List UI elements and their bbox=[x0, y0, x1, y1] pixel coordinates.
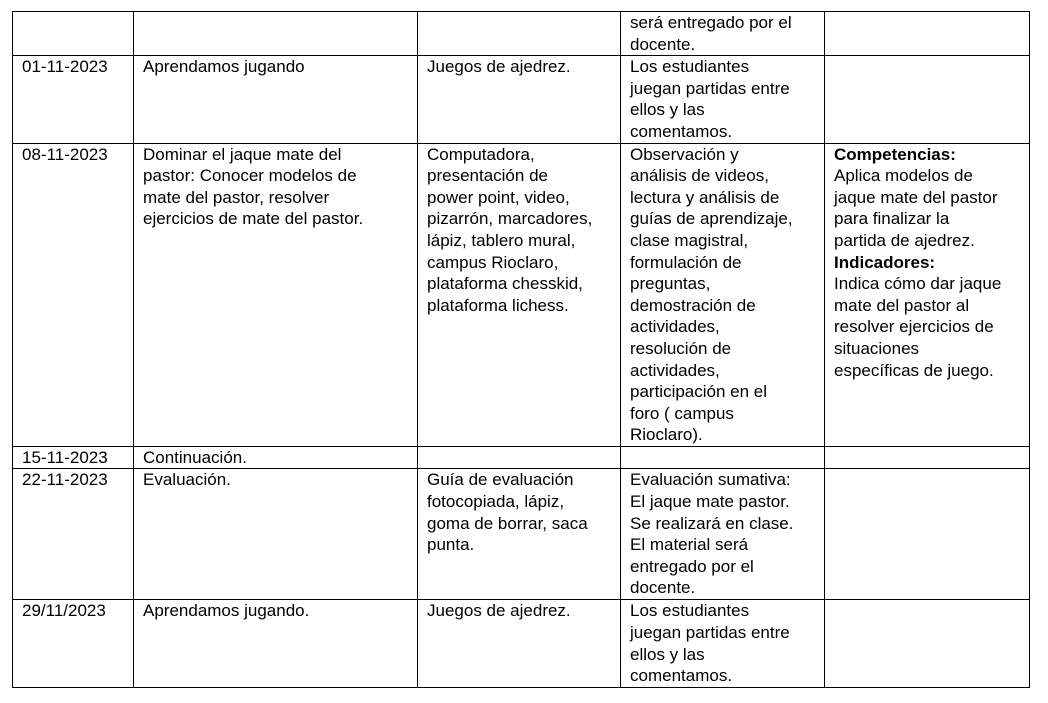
activities-line: guías de aprendizaje, bbox=[630, 209, 793, 229]
resources-cell: Juegos de ajedrez. bbox=[418, 56, 621, 143]
topic-cell: Evaluación. bbox=[134, 469, 418, 600]
activities-line: clase magistral, bbox=[630, 230, 749, 250]
topic-cell: Aprendamos jugando bbox=[134, 56, 418, 143]
activities-cell bbox=[621, 56, 825, 143]
indicadores-line: Indica cómo dar jaque bbox=[834, 274, 1002, 294]
resources-line: pizarrón, marcadores, bbox=[427, 209, 593, 229]
table-row bbox=[13, 143, 1030, 446]
indicadores-line: mate del pastor al bbox=[834, 295, 970, 315]
table-row bbox=[13, 56, 1030, 143]
table-row bbox=[13, 469, 1030, 600]
indicadores-heading: Indicadores: bbox=[834, 252, 936, 272]
topic-line: ejercicios de mate del pastor. bbox=[143, 209, 364, 229]
activities-line: entregado por el bbox=[630, 556, 754, 576]
activities-line: demostración de bbox=[630, 295, 756, 315]
date-cell: 29/11/2023 bbox=[13, 600, 134, 688]
resources-cell: Juegos de ajedrez. bbox=[418, 600, 621, 688]
resources-line: goma de borrar, saca bbox=[427, 513, 588, 533]
activities-line: comentamos. bbox=[630, 121, 733, 141]
resources-line: Computadora, bbox=[427, 144, 535, 164]
lesson-plan-table bbox=[12, 11, 1030, 688]
indicadores-line: situaciones bbox=[834, 338, 920, 358]
activities-line: preguntas, bbox=[630, 274, 711, 294]
activities-line: Rioclaro). bbox=[630, 425, 703, 445]
evaluation-cell bbox=[825, 469, 1030, 600]
activities-line: El material será bbox=[630, 535, 749, 555]
resources-cell bbox=[418, 143, 621, 446]
topic-line: mate del pastor, resolver bbox=[143, 187, 330, 207]
activities-line: análisis de videos, bbox=[630, 166, 769, 186]
date-cell: 08-11-2023 bbox=[13, 143, 134, 446]
activities-line: resolución de bbox=[630, 338, 732, 358]
activities-line: participación en el bbox=[630, 382, 768, 402]
indicadores-line: específicas de juego. bbox=[834, 360, 994, 380]
date-cell: 22-11-2023 bbox=[13, 469, 134, 600]
resources-line: power point, video, bbox=[427, 187, 570, 207]
table-row bbox=[13, 600, 1030, 688]
topic-cell bbox=[134, 143, 418, 446]
topic-cell: Aprendamos jugando. bbox=[134, 600, 418, 688]
activities-line: juegan partidas entre bbox=[630, 78, 790, 98]
activities-line: actividades, bbox=[630, 317, 720, 337]
resources-cell bbox=[418, 446, 621, 469]
resources-line: presentación de bbox=[427, 166, 548, 186]
activities-line: lectura y análisis de bbox=[630, 187, 780, 207]
table-row bbox=[13, 446, 1030, 469]
topic-cell bbox=[134, 12, 418, 56]
indicadores-line: resolver ejercicios de bbox=[834, 317, 994, 337]
competencias-line: para finalizar la bbox=[834, 209, 950, 229]
topic-line: Dominar el jaque mate del bbox=[143, 144, 342, 164]
activities-line: Se realizará en clase. bbox=[630, 513, 794, 533]
resources-cell bbox=[418, 469, 621, 600]
date-cell: 15-11-2023 bbox=[13, 446, 134, 469]
activities-cell bbox=[621, 469, 825, 600]
activities-line: Los estudiantes bbox=[630, 57, 750, 77]
activities-cell bbox=[621, 600, 825, 688]
table-row bbox=[13, 12, 1030, 56]
resources-line: Guía de evaluación bbox=[427, 470, 574, 490]
evaluation-cell bbox=[825, 56, 1030, 143]
resources-line: lápiz, tablero mural, bbox=[427, 230, 576, 250]
resources-line: plataforma lichess. bbox=[427, 295, 569, 315]
activities-line: formulación de bbox=[630, 252, 742, 272]
evaluation-cell bbox=[825, 143, 1030, 446]
activities-line: Evaluación sumativa: bbox=[630, 470, 791, 490]
competencias-line: jaque mate del pastor bbox=[834, 187, 998, 207]
topic-cell: Continuación. bbox=[134, 446, 418, 469]
resources-cell bbox=[418, 12, 621, 56]
activities-line: juegan partidas entre bbox=[630, 623, 790, 643]
evaluation-cell bbox=[825, 12, 1030, 56]
activities-line: comentamos. bbox=[630, 666, 733, 686]
activities-line: será entregado por el bbox=[630, 13, 792, 32]
competencias-heading: Competencias: bbox=[834, 144, 956, 164]
activities-line: El jaque mate pastor. bbox=[630, 492, 790, 512]
activities-line: Observación y bbox=[630, 144, 739, 164]
date-cell bbox=[13, 12, 134, 56]
activities-line: ellos y las bbox=[630, 644, 705, 664]
activities-line: foro ( campus bbox=[630, 403, 734, 423]
topic-line: pastor: Conocer modelos de bbox=[143, 166, 357, 186]
activities-line: docente. bbox=[630, 34, 696, 54]
date-cell: 01-11-2023 bbox=[13, 56, 134, 143]
activities-cell bbox=[621, 143, 825, 446]
activities-line: ellos y las bbox=[630, 100, 705, 120]
resources-line: punta. bbox=[427, 535, 475, 555]
competencias-line: Aplica modelos de bbox=[834, 166, 973, 186]
competencias-line: partida de ajedrez. bbox=[834, 230, 975, 250]
activities-line: Los estudiantes bbox=[630, 601, 750, 621]
activities-line: actividades, bbox=[630, 360, 720, 380]
activities-cell bbox=[621, 446, 825, 469]
resources-line: fotocopiada, lápiz, bbox=[427, 492, 565, 512]
activities-line: docente. bbox=[630, 578, 696, 598]
resources-line: plataforma chesskid, bbox=[427, 274, 583, 294]
evaluation-cell bbox=[825, 446, 1030, 469]
evaluation-cell bbox=[825, 600, 1030, 688]
resources-line: campus Rioclaro, bbox=[427, 252, 559, 272]
activities-cell bbox=[621, 12, 825, 56]
